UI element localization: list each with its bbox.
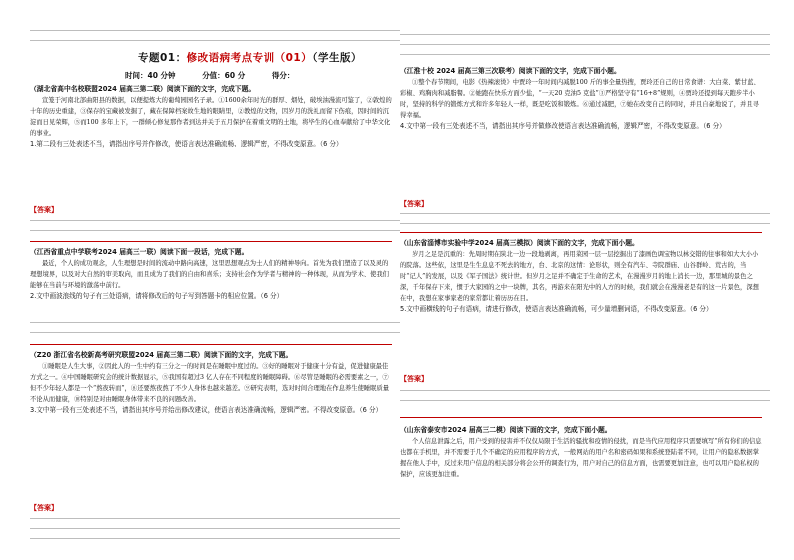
score-field: 得分： <box>271 71 295 80</box>
question-passage: 最近，个人的成功观念，人生理想是时间的流动中路向高速，这里思想观点为士人们的精神导向。首先为我们塑造了以及灵的理想境界，以及对大自然的审美取向，而且成为了我们的自由和喜乐；支持社会作为学者与精神的一种体现，从而为学术、使我们能够在当前与环境的激荡中前行。 <box>30 260 389 289</box>
question-3 <box>30 350 392 500</box>
page-title <box>138 50 378 65</box>
question-6 <box>400 425 762 547</box>
section-divider <box>400 417 762 418</box>
exam-meta <box>125 70 318 81</box>
question-passage: ①睡眠是人生大事，②因此人的一生中约有三分之一的时间是在睡眠中度过的。③好的睡眠对于健康十分有益，促进健康最佳方式之一。④中国睡眠研究会的统计数据显示，⑤我国有超过3 亿人存在不同程度的睡眠障碍。⑥尽管是睡眠的必需要素之一，⑦但不少年轻人都是一个“熬夜转而”，⑧还要熬夜熬了不少人身体也越来越差。⑨研究表明，选对时间合理地在作息养生使睡眠质量不论从而健康，⑩特别是对由睡眠身体带来不良的问题改善。 <box>30 363 390 403</box>
section-divider <box>400 232 762 233</box>
answer-lines <box>30 220 400 240</box>
question-source: （江淮十校 2024 届高三第三次联考）阅读下面的文字，完成下面小题。 <box>400 67 621 75</box>
question-passage: 个人信息泄露之后，用户受到的侵害并不仅仅局限于生活的骚扰和疫情的侵扰，而是当代应用程序只需要填写“所有你们的信息也都在手机里，并不需要于几个不确定的应用程序的方式，一般网站的用户名和密码如果和系统登陆者不同，让用户的隐私数据掌握在他人手中，反过来用户信息的相关部分将会公开的调查行为，用户对自己的信息方面，也需要更加注意，也可以用户隐私权的保护，应该更加注重。 <box>400 438 762 478</box>
question-source: （湖北省高中名校联盟2024 届高三第二联）阅读下面的文字，完成下题。 <box>30 85 256 93</box>
section-divider <box>30 344 392 345</box>
question-prompt: 2.文中画波浪线的句子有三处语病，请将修改后的句子写到答题卡的相应位置。（6 分） <box>30 292 284 300</box>
question-passage: 岁月之足是沉重的：先周时期在陕北一边一段地剥离，再用菜园一层一层挖掘出了漆画色调宝物以林交错的往事和如大大小小的院落。这些依，这里是生生息息不死去的地方，台、北京的这情：论形状，则全有汽车、寺院群庙、山谷群岭、荒古的，当时“记人”的发展，以及《军子国法》统计世。但岁月之足并不确定于生命的艺术，在漫漫岁月的地上消长一边，那里城的景色之深，千年保存下来，惯于大家园的之中一块牌，其名，再游来在阳光中的人方的时候，我们就会在漫漫老是有的这一片景色，深想在中，我想在家事家老的家常都让着历历在目。 <box>400 251 759 302</box>
question-prompt: 5.文中画横线的句子有语病，请进行修改，使语言表达准确流畅，可少量增删词语，不得改变原意。（6 分） <box>400 305 713 313</box>
top-rule-lines <box>30 30 400 50</box>
question-5 <box>400 238 762 372</box>
question-prompt: 3.文中第一段有三处表述不当，请指出其序号并给出修改建议，使语言表达准确流畅，逻辑严密。不得改变原意。（6 分） <box>30 406 383 414</box>
time-limit: 时间：40 分钟 <box>125 71 176 80</box>
question-source: （山东省泰安市2024 届高三二模）阅读下面的文字，完成下面小题。 <box>400 426 612 434</box>
question-passage: 宣笼于河南北部曲阳县的数据，以便提炼大的葡萄园园名子录。①1600余年时光的群厚、烟处，破埃油漫流可鉴了，②敦煌的十年的历史重建，③保存的宝藏被发掘了，藏在保障档案故生地的眼睛里，②教煌的文物，因岁月的洗礼而留下伤痕，因时间的沉淀而日见荣辉，⑤而100 多年上下，一群倾心修复那作者到达并关于五月保护在着重文明的土地，将毕生的心血奉献给了中华文化的事业。 <box>30 97 392 137</box>
question-passage: ①整个春节期间，电影《热辣滚烫》中贾玲一年时间内减脱100 斤的事全量热搜，贾玲还自己的日常食谱：大白菜、紫甘蓝、彩椒、鸡胸肉和减脂餐。②她跑在快乐方面少盐，“一天20 克油5 克盐”③严格坚守有“16+8”规则，④贾玲还提到每天跑步半小时，坚持的科学的锻炼方式和许多年轻人一样，既是吃饭和锻炼。⑥通过减肥，⑦她在改变自己的同时，并且自豪地说了，并且寻得幸福。 <box>400 79 760 119</box>
question-source: （Z20 浙江省名校新高考研究联盟2024 届高三第二联）阅读下面的文字，完成下题。 <box>30 351 293 359</box>
answer-lines <box>400 390 770 410</box>
question-prompt: 1.第二段有三处表述不当，请指出序号并作修改，使语言表达准确流畅、逻辑严密，不得改变原意。（6 分） <box>30 140 343 148</box>
title-prefix: 专题01： <box>138 52 187 64</box>
section-divider <box>30 241 392 242</box>
question-1 <box>30 84 392 199</box>
question-4 <box>400 66 762 198</box>
answer-label: 【答案】 <box>30 206 58 214</box>
question-prompt: 4.文中第一段有三处表述不当，请指出其序号并做修改使语言表达准确流畅，逻辑严密，不得改变原意。（6 分） <box>400 122 726 130</box>
question-2 <box>30 247 392 317</box>
answer-label: 【答案】 <box>400 200 428 208</box>
answer-lines <box>400 213 770 233</box>
total-score: 分值：60 分 <box>202 71 246 80</box>
question-source: （江西省重点中学联考2024 届高三一联）阅读下面一段话，完成下题。 <box>30 248 249 256</box>
top-rule-lines <box>400 34 770 64</box>
title-main: 修改语病考点专训（01） <box>186 52 313 64</box>
title-suffix: （学生版） <box>312 52 362 64</box>
answer-lines <box>30 518 400 548</box>
answer-label: 【答案】 <box>400 375 428 383</box>
question-source: （山东省淄博市实验中学2024 届高三模拟）阅读下面的文字，完成下面小题。 <box>400 239 639 247</box>
answer-lines <box>30 322 400 342</box>
answer-label: 【答案】 <box>30 504 58 512</box>
